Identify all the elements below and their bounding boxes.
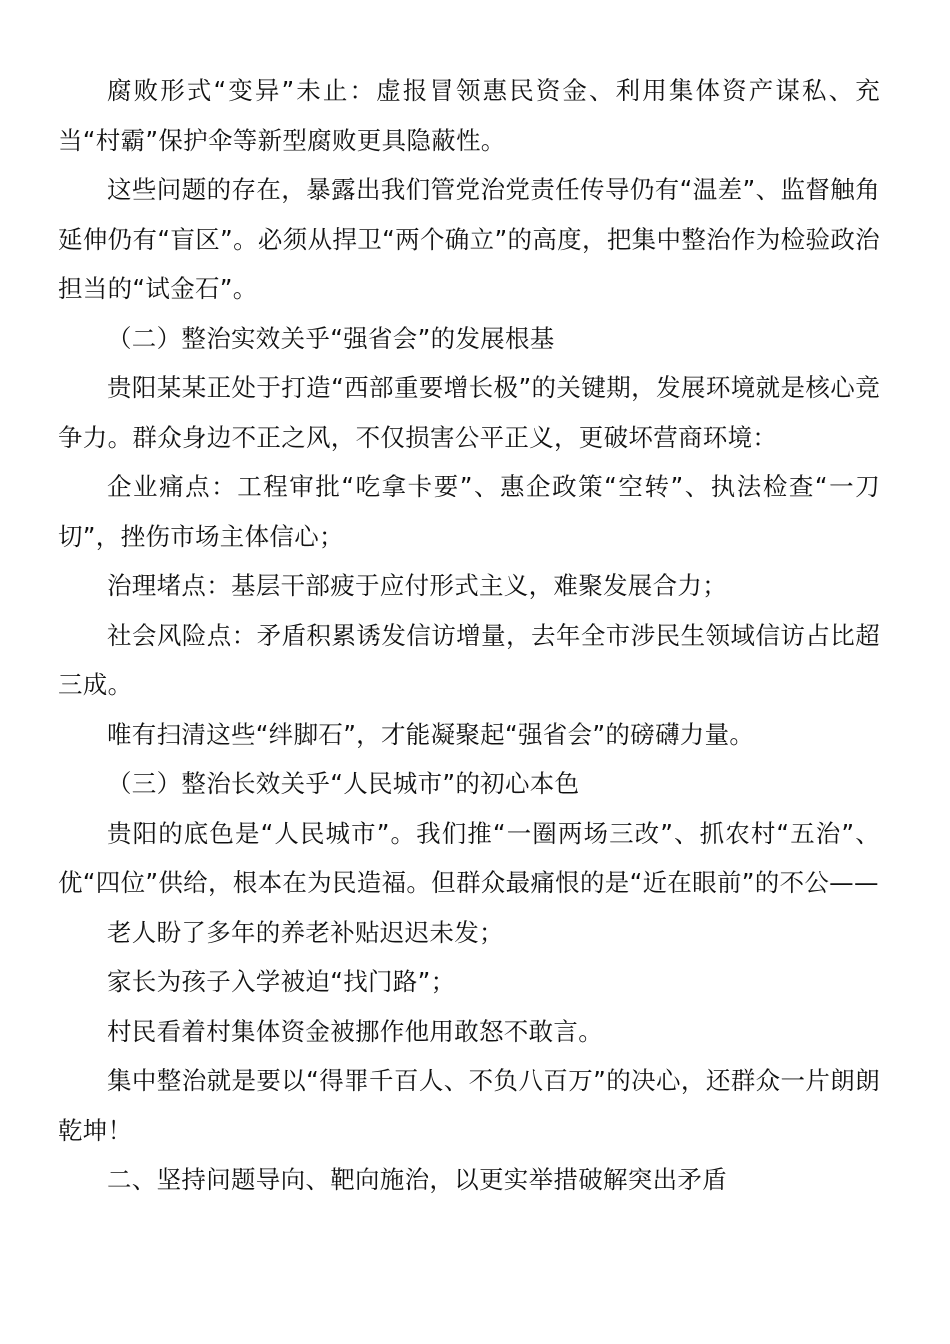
paragraph-elderly-subsidy: 老人盼了多年的养老补贴迟迟未发； — [107, 917, 504, 947]
paragraph-problems-exposed: 这些问题的存在，暴露出我们管党治党责任传导仍有“温差”、监督触角延伸仍有“盲区”。必须从捍卫“两个确立”的高度，把集中整治作为检验政治担当的“试金石”。 — [58, 175, 880, 303]
paragraph-enterprise-pain-points: 企业痛点：工程审批“吃拿卡要”、惠企政策“空转”、执法检查“一刀切”，挫伤市场主体信心； — [58, 472, 880, 551]
paragraph-social-risk: 社会风险点：矛盾积累诱发信访增量，去年全市涉民生领域信访占比超三成。 — [58, 620, 880, 699]
paragraph-people-city: 贵阳的底色是“人民城市”。我们推“一圈两场三改”、抓农村“五治”、优“四位”供给，根本在为民造福。但群众最痛恨的是“近在眼前”的不公—— — [58, 818, 880, 897]
paragraph-village-funds: 村民看着村集体资金被挪作他用敢怒不敢言。 — [107, 1016, 603, 1046]
paragraph-governance-blockages: 治理堵点：基层干部疲于应付形式主义，难聚发展合力； — [107, 571, 727, 600]
paragraph-rectification-resolve: 集中整治就是要以“得罪千百人、不负八百万”的决心，还群众一片朗朗乾坤！ — [58, 1066, 880, 1145]
paragraph-clear-obstacles: 唯有扫清这些“绊脚石”，才能凝聚起“强省会”的磅礴力量。 — [107, 719, 755, 749]
paragraph-school-enrollment: 家长为孩子入学被迫“找门路”； — [107, 967, 456, 996]
subheading-section-2: （二）整治实效关乎“强省会”的发展根基 — [107, 323, 555, 353]
paragraph-guiyang-development: 贵阳某某正处于打造“西部重要增长极”的关键期，发展环境就是核心竞争力。群众身边不正之风，不仅损害公平正义，更破坏营商环境： — [58, 373, 880, 452]
paragraph-corruption-forms: 腐败形式“变异”未止：虚报冒领惠民资金、利用集体资产谋私、充当“村霸”保护伞等新型腐败更具隐蔽性。 — [58, 76, 880, 155]
heading-part-two: 二、坚持问题导向、靶向施治，以更实举措破解突出矛盾 — [107, 1165, 727, 1194]
document-body — [58, 66, 880, 1205]
subheading-section-3: （三）整治长效关乎“人民城市”的初心本色 — [107, 769, 580, 798]
